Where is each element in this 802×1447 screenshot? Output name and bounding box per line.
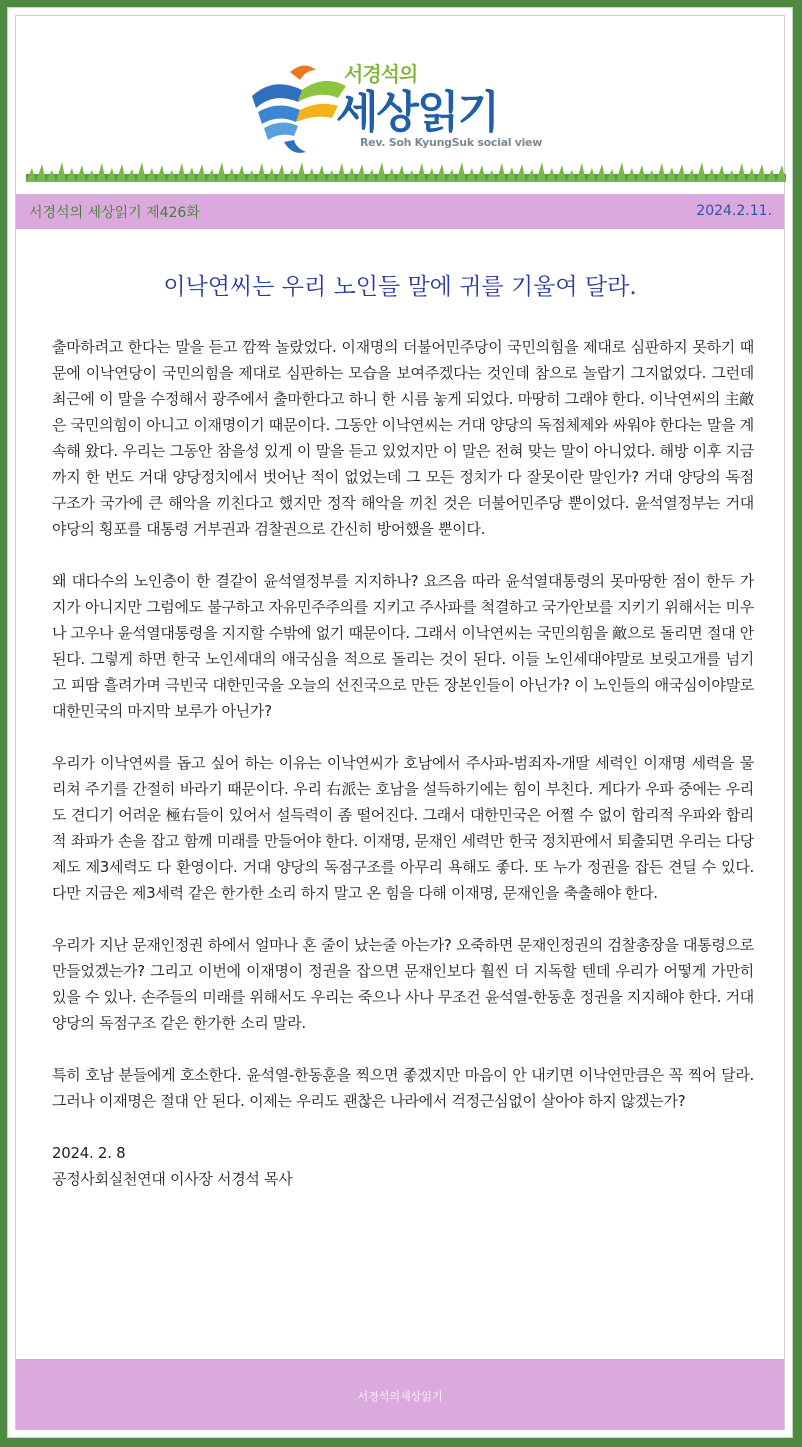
article-body: [52, 334, 754, 1192]
header: [16, 16, 784, 194]
paragraph-4: 우리가 지난 문재인정권 하에서 얼마나 혼 줄이 났는줄 아는가? 오죽하면 문재인정권의 검찰총장을 대통령으로 만들었겠는가? 그리고 이번에 이재명이 정권을 잡으면 문재인보다 훨씬 더 지독할 텐데 우리가 어떻게 가만히 있을 수 있나. 손주들의 미래를 위해서도 우리는 죽으나 사나 무조건 윤석열-한동훈 정권을 지지해야 한다. 거대 양당의 독점구조 같은 한가한 소리 말라.: [52, 936, 754, 1032]
logo-title-text: 세상읽기: [336, 87, 499, 138]
footer-text: 서경석의세상읽기: [357, 1390, 443, 1403]
article-headline: 이낙연씨는 우리 노인들 말에 귀를 기울여 달라.: [163, 274, 637, 300]
paragraph-2: 왜 대다수의 노인층이 한 결같이 윤석열정부를 지지하나? 요즈음 따라 윤석열대통령의 못마땅한 점이 한두 가지가 아니지만 그럼에도 불구하고 자유민주주의를 지키고 주사파를 척결하고 국가안보를 지키기 위해서는 미우나 고우나 윤석열대통령을 지지할 수밖에 없기 때문이다. 그래서 이낙연씨는 국민의힘을 敵으로 돌리면 절대 안 된다. 그렇게 하면 한국 노인세대의 애국심을 적으로 돌리는 것이 된다. 이들 노인세대야말로 보릿고개를 넘기고 피땀 흘려가며 극빈국 대한민국을 오늘의 선진국으로 만든 장본인들이 아닌가? 이 노인들의 애국심이야말로 대한민국의 마지막 보루가 아닌가?: [52, 572, 754, 720]
site-logo[interactable]: [244, 56, 564, 166]
logo-subtitle-text: Rev. Soh KyungSuk social view: [360, 136, 543, 149]
paragraph-3: 우리가 이낙연씨를 돕고 싶어 하는 이유는 이낙연씨가 호남에서 주사파-범죄자-개딸 세력인 이재명 세력을 물리쳐 주기를 간절히 바라기 때문이다. 우리 右派는 호남을 설득하기에는 힘이 부친다. 게다가 우파 중에는 우리도 견디기 어려운 極右들이 있어서 설득력이 좀 떨어진다. 그래서 대한민국은 어쩔 수 없이 합리적 우파와 합리적 좌파가 손을 잡고 함께 미래를 만들어야 한다. 이재명, 문재인 세력만 한국 정치판에서 퇴출되면 우리는 다당제도 제3세력도 다 환영이다. 거대 양당의 독점구조를 아무리 욕해도 좋다. 또 누가 정권을 잡든 견딜 수 있다. 다만 지금은 제3세력 같은 한가한 소리 하지 말고 온 힘을 다해 이재명, 문재인을 축출해야 한다.: [52, 754, 754, 902]
footer: [16, 1359, 784, 1430]
signature-date: 2024. 2. 8: [52, 1144, 126, 1162]
outer-frame: [7, 7, 793, 1438]
logo-small-text: 서경석의: [344, 62, 418, 86]
publish-date: 2024.2.11.: [696, 203, 772, 219]
paragraph-1: 출마하려고 한다는 말을 듣고 깜짝 놀랐었다. 이재명의 더불어민주당이 국민의힘을 제대로 심판하지 못하기 때문에 이낙연당이 국민의힘을 제대로 심판하는 모습을 보여주겠다는 것인데 참으로 놀랍기 그지없었다. 그런데 최근에 이 말을 수정해서 광주에서 출마한다고 하니 한 시름 놓게 되었다. 마땅히 그래야 한다. 이낙연씨의 主敵은 국민의힘이 아니고 이재명이기 때문이다. 그동안 이낙연씨는 거대 양당의 독점체제와 싸워야 한다는 말을 계속해 왔다. 우리는 그동안 참을성 있게 이 말을 듣고 있었지만 이 말은 전혀 맞는 말이 아니었다. 해방 이후 지금까지 한 번도 거대 양당정치에서 벗어난 적이 없었는데 그 모든 정치가 다 잘못이란 말인가? 거대 양당의 독점구조가 국가에 큰 해악을 끼친다고 했지만 정작 해악을 끼친 것은 더불어민주당 뿐이었다. 윤석열정부는 거대 야당의 횡포를 대통령 거부권과 검찰권으로 간신히 방어했을 뿐이다.: [52, 338, 755, 538]
title-bar: [16, 194, 784, 229]
series-label: 서경석의 세상읽기 제426화: [29, 205, 200, 221]
paragraph-5: 특히 호남 분들에게 호소한다. 윤석열-한동훈을 찍으면 좋겠지만 마음이 안 내키면 이낙연만큼은 꼭 찍어 달라. 그러나 이재명은 절대 안 된다. 이제는 우리도 괜찮은 나라에서 걱정근심없이 살아야 하지 않겠는가?: [52, 1066, 754, 1110]
page-container: [15, 15, 785, 1430]
signature-author: 공정사회실천연대 이사장 서경석 목사: [52, 1170, 293, 1188]
grass-divider-icon: [26, 156, 786, 182]
